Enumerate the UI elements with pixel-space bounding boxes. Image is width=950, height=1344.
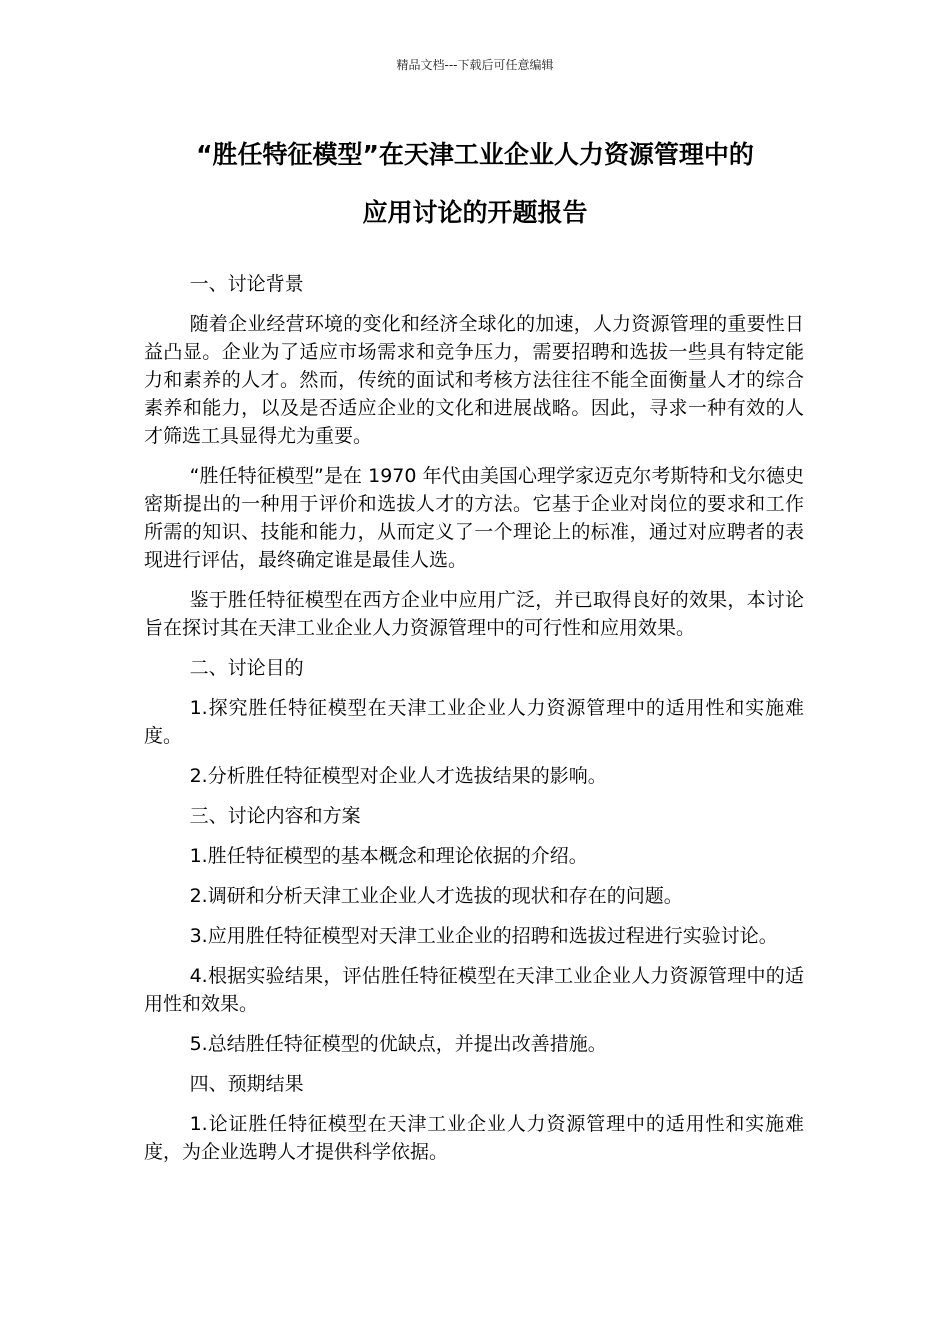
list-item-content-4: 4.根据实验结果，评估胜任特征模型在天津工业企业人力资源管理中的适用性和效果。 xyxy=(144,965,804,1015)
list-item-purpose-2: 2.分析胜任特征模型对企业人才选拔结果的影响。 xyxy=(189,765,607,787)
list-item-content-3: 3.应用胜任特征模型对天津工业企业的招聘和选拔过程进行实验讨论。 xyxy=(189,925,778,947)
list-item-content-2: 2.调研和分析天津工业企业人才选拔的现状和存在的问题。 xyxy=(189,885,683,907)
section-heading-expected-results: 四、预期结果 xyxy=(189,1073,304,1095)
section-heading-content: 三、讨论内容和方案 xyxy=(189,805,361,827)
document-title-line-1: “胜任特征模型”在天津工业企业人力资源管理中的 xyxy=(196,140,754,169)
list-item-expected-1: 1.论证胜任特征模型在天津工业企业人力资源管理中的适用性和实施难度，为企业选聘人才提供科学依据。 xyxy=(144,1113,804,1163)
document-title-line-2: 应用讨论的开题报告 xyxy=(362,198,588,227)
paragraph-background-3: 鉴于胜任特征模型在西方企业中应用广泛，并已取得良好的效果，本讨论旨在探讨其在天津工业企业人力资源管理中的可行性和应用效果。 xyxy=(144,589,804,639)
section-heading-purpose: 二、讨论目的 xyxy=(189,657,304,679)
page-header: 精品文档---下载后可任意编辑 xyxy=(396,58,554,72)
list-item-purpose-1: 1.探究胜任特征模型在天津工业企业人力资源管理中的适用性和实施难度。 xyxy=(144,697,804,747)
list-item-content-1: 1.胜任特征模型的基本概念和理论依据的介绍。 xyxy=(189,845,588,867)
document-body xyxy=(144,270,804,1178)
section-heading-background: 一、讨论背景 xyxy=(189,273,304,295)
list-item-content-5: 5.总结胜任特征模型的优缺点，并提出改善措施。 xyxy=(189,1033,607,1055)
paragraph-background-1: 随着企业经营环境的变化和经济全球化的加速，人力资源管理的重要性日益凸显。企业为了适应市场需求和竞争压力，需要招聘和选拔一些具有特定能力和素养的人才。然而，传统的面试和考核方法往往不能全面衡量人才的综合素养和能力，以及是否适应企业的文化和进展战略。因此，寻求一种有效的人才筛选工具显得尤为重要。 xyxy=(144,313,804,447)
paragraph-background-2: “胜任特征模型”是在 1970 年代由美国心理学家迈克尔考斯特和戈尔德史密斯提出的一种用于评价和选拔人才的方法。它基于企业对岗位的要求和工作所需的知识、技能和能力，从而定义了一个理论上的标准，通过对应聘者的表现进行评估，最终确定谁是最佳人选。 xyxy=(144,465,804,571)
